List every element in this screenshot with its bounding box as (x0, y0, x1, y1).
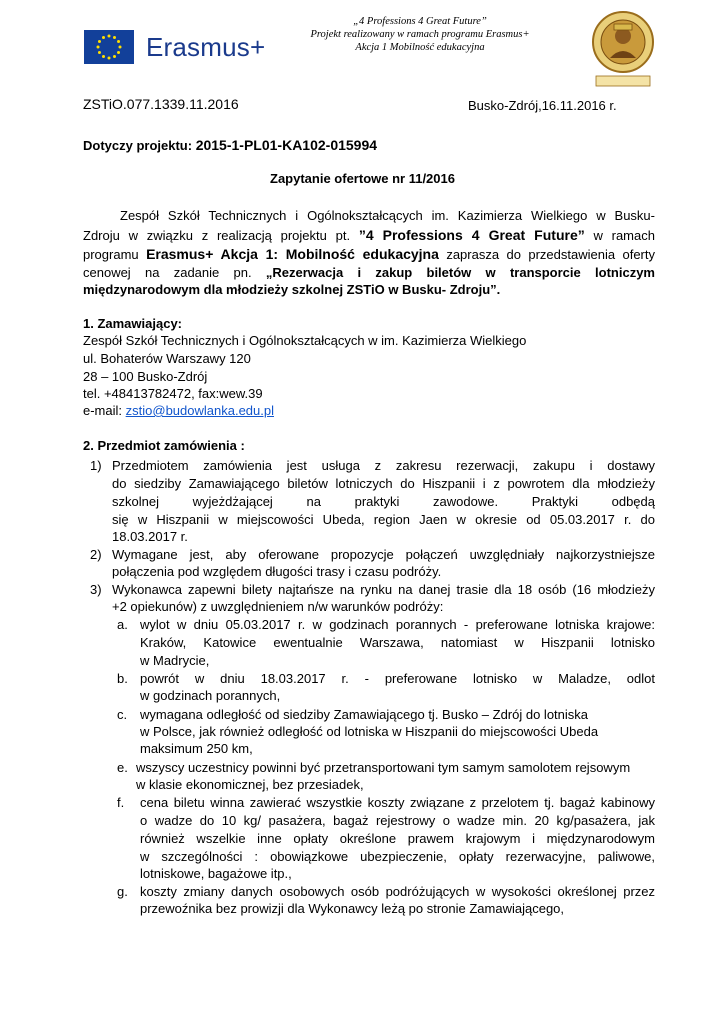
sublist-line: lotniskowe, bagażowe itp., (140, 866, 292, 881)
flag-star (98, 40, 101, 43)
sublist-marker: c. (117, 707, 128, 722)
project-line (83, 137, 377, 153)
sublist-line: cena biletu winna zawierać wszystkie koszty związane z przelotem tj. bagaż kabinowy (140, 795, 655, 810)
sublist-line: w Polsce, jak również odległość od lotniska w Hiszpanii do miejscowości Ubeda (140, 724, 599, 739)
sublist-line: wszyscy uczestnicy powinni być przetransportowani tym samym samolotem rejsowym (136, 760, 631, 775)
header-project-text (300, 15, 540, 54)
contact-line: Zespół Szkół Technicznych i Ogólnokształcących w im. Kazimierza Wielkiego (83, 333, 527, 348)
list-line: +2 opiekunów) z uwzględnieniem n/w warunków podróży: (112, 599, 444, 614)
email-line (83, 403, 274, 418)
sublist-line: w szczególności : obowiązkowe ubezpieczenie, opłaty rezerwacyjne, paliwowe, (140, 849, 655, 864)
project-code: 2015-1-PL01-KA102-015994 (195, 137, 378, 153)
contact-line: 28 – 100 Busko-Zdrój (83, 369, 208, 384)
sublist-marker: e. (117, 760, 128, 775)
sublist-line: Kraków, Katowice ewentualnie Warszawa, natomiast w Hiszpanii lotnisko (140, 635, 655, 650)
email-link[interactable]: zstio@budowlanka.edu.pl (125, 403, 274, 418)
sublist-line: maksimum 250 km, (140, 741, 253, 756)
erasmus-logo-text: Erasmus+ (146, 32, 266, 62)
intro-line-2: Zdroju w związku z realizacją projektu pt. ”4 Professions 4 Great Future” w ramach (83, 227, 655, 243)
sublist-line: również wszelkie inne opłaty określone prawem krajowym i międzynarodowym (140, 831, 655, 846)
project-label: Dotyczy projektu: (83, 138, 193, 153)
intro-line-4: cenowej na zadanie pn. „Rezerwacja i zakup biletów w transporcie lotniczym (83, 265, 655, 280)
email-label: e-mail: (83, 403, 123, 418)
intro-line-3: programu Erasmus+ Akcja 1: Mobilność edukacyjna zaprasza do przedstawienia oferty (83, 246, 655, 262)
intro-line-1: Zespół Szkół Technicznych i Ogólnokształcących im. Kazimierza Wielkiego w Busku- (120, 208, 655, 223)
sublist-line: koszty zmiany danych osobowych osób podróżujących w wysokości określonej przez (140, 884, 655, 899)
sublist-line: powrót w dniu 18.03.2017 r. - preferowane lotnisko w Maladze, odlot (140, 671, 655, 686)
contact-line: ul. Bohaterów Warszawy 120 (83, 351, 251, 366)
list-line: szkolnej wyjeżdżającej na praktyki zawodowe. Praktyki odbędą (112, 494, 655, 509)
flag-star (108, 57, 111, 60)
place-date: Busko-Zdrój,16.11.2016 r. (468, 98, 617, 113)
document-title: Zapytanie ofertowe nr 11/2016 (270, 171, 455, 186)
list-line: się w Hiszpanii w miejscowości Ubeda, region Jaen w okresie od 05.03.2017 r. do (112, 512, 655, 527)
list-line: do siedziby Zamawiającego biletów lotniczych do Hiszpanii i z powrotem dla młodzieży (112, 476, 655, 491)
list-marker: 1) (90, 458, 102, 473)
sublist-marker: a. (117, 617, 128, 632)
flag-star (117, 51, 120, 54)
intro-line-5: międzynarodowym dla młodzieży szkolnej ZSTiO w Busku- Zdroju”. (83, 282, 501, 297)
flag-star (108, 35, 111, 38)
sublist-line: w godzinach porannych, (140, 688, 281, 703)
eu-flag-icon (84, 30, 134, 64)
header-line-2: Projekt realizowany w ramach programu Erasmus+ (310, 29, 530, 40)
list-line: Wykonawca zapewni bilety najtańsze na rynku na danej trasie dla 18 osób (16 młodzieży (112, 582, 655, 597)
header-line-3: Akcja 1 Mobilność edukacyjna (355, 42, 485, 53)
list-line: Wymagane jest, aby oferowane propozycje połączeń uwzględniały najkorzystniejsze (112, 547, 655, 562)
flag-star (98, 51, 101, 54)
sublist-line: w klasie ekonomicznej, bez przesiadek, (136, 777, 364, 792)
list-line: Przedmiotem zamówienia jest usługa z zakresu rezerwacji, zakupu i dostawy (112, 458, 655, 473)
list-marker: 2) (90, 547, 102, 562)
section-1-heading: 1. Zamawiający: (83, 316, 182, 331)
sublist-line: wylot w dniu 05.03.2017 r. w godzinach porannych - preferowane lotniska krajowe: (140, 617, 655, 632)
flag-star (119, 46, 122, 49)
sublist-marker: g. (117, 884, 128, 899)
contact-line: tel. +48413782472, fax:wew.39 (83, 386, 263, 401)
sublist-line: wymagana odległość od siedziby Zamawiającego tj. Busko – Zdrój do lotniska (140, 707, 589, 722)
list-line: 18.03.2017 r. (112, 529, 188, 544)
section-2-heading: 2. Przedmiot zamówienia : (83, 438, 245, 453)
flag-star (102, 36, 105, 39)
sublist-marker: b. (117, 671, 128, 686)
header-line-1: „4 Professions 4 Great Future” (353, 16, 487, 27)
flag-star (97, 46, 100, 49)
sublist-line: przewoźnika bez prowizji dla Wykonawcy leżą po stronie Zamawiającego, (140, 901, 565, 916)
school-seal-icon (590, 10, 656, 90)
flag-star (113, 36, 116, 39)
list-marker: 3) (90, 582, 102, 597)
flag-star (113, 55, 116, 58)
list-line: połączenia pod względem długości trasy i czasu podróży. (112, 564, 442, 579)
flag-star (117, 40, 120, 43)
reference-number: ZSTiO.077.1339.11.2016 (83, 96, 239, 112)
sublist-line: o wadze do 10 kg/ pasażera, bagaż rejestrowy o wadze min. 20 kg/pasażera, jak (140, 813, 655, 828)
sublist-line: w Madrycie, (140, 653, 210, 668)
sublist-marker: f. (117, 795, 125, 810)
flag-star (102, 55, 105, 58)
